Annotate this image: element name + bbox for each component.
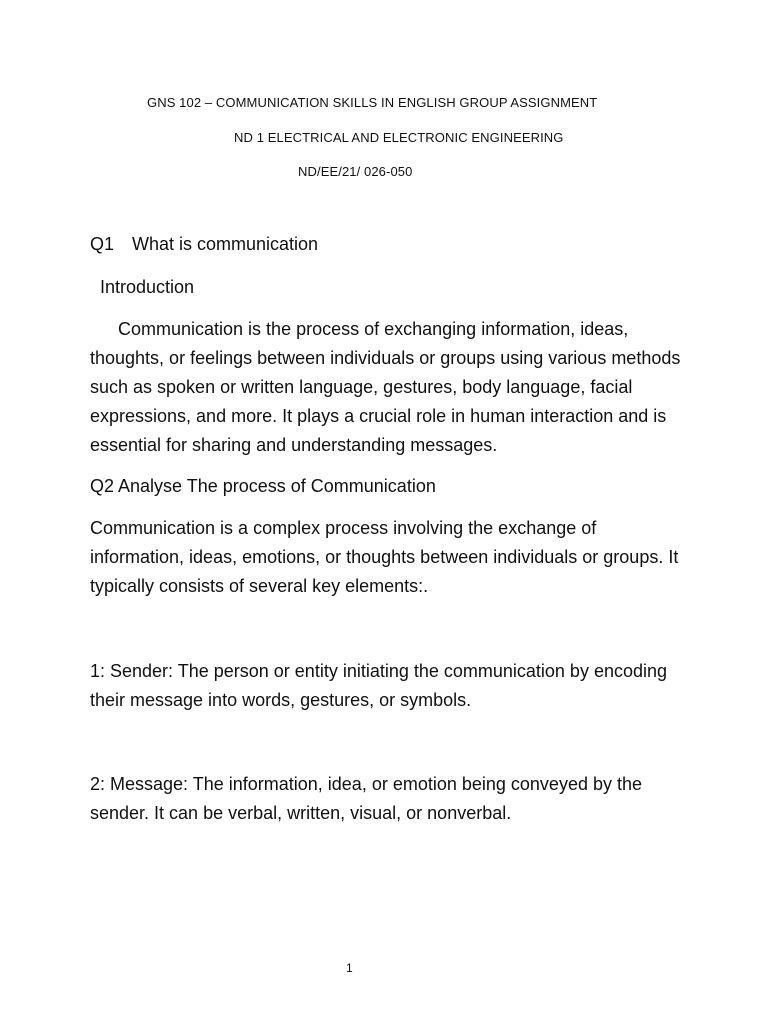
page-number: 1 [346,961,353,975]
header-department: ND 1 ELECTRICAL AND ELECTRONIC ENGINEERING [234,130,564,145]
question-2-heading: Q2 Analyse The process of Communication [90,476,436,496]
question-1-number: Q1 [90,234,115,254]
header-group-range: ND/EE/21/ 026-050 [298,164,413,179]
question-1-paragraph: Communication is the process of exchanging information, ideas, thoughts, or feelings between individuals or groups using various methods such as spoken or written language, gestures, body language, facial expressions, and more. It plays a crucial role in human interaction and is essential for sharing and understanding messages. [90,319,681,455]
question-1-heading [90,234,318,255]
introduction-heading: Introduction [100,277,195,297]
question-2-paragraph: Communication is a complex process involving the exchange of information, ideas, emotions, or thoughts between individuals or groups. It typically consists of several key elements:. [90,518,679,596]
list-item-sender: 1: Sender: The person or entity initiating the communication by encoding their message into words, gestures, or symbols. [90,661,668,710]
header-course-title: GNS 102 – COMMUNICATION SKILLS IN ENGLISH GROUP ASSIGNMENT [147,95,598,110]
question-1-title: What is communication [132,234,319,254]
list-item-message: 2: Message: The information, idea, or emotion being conveyed by the sender. It can be verbal, written, visual, or nonverbal. [90,774,642,823]
